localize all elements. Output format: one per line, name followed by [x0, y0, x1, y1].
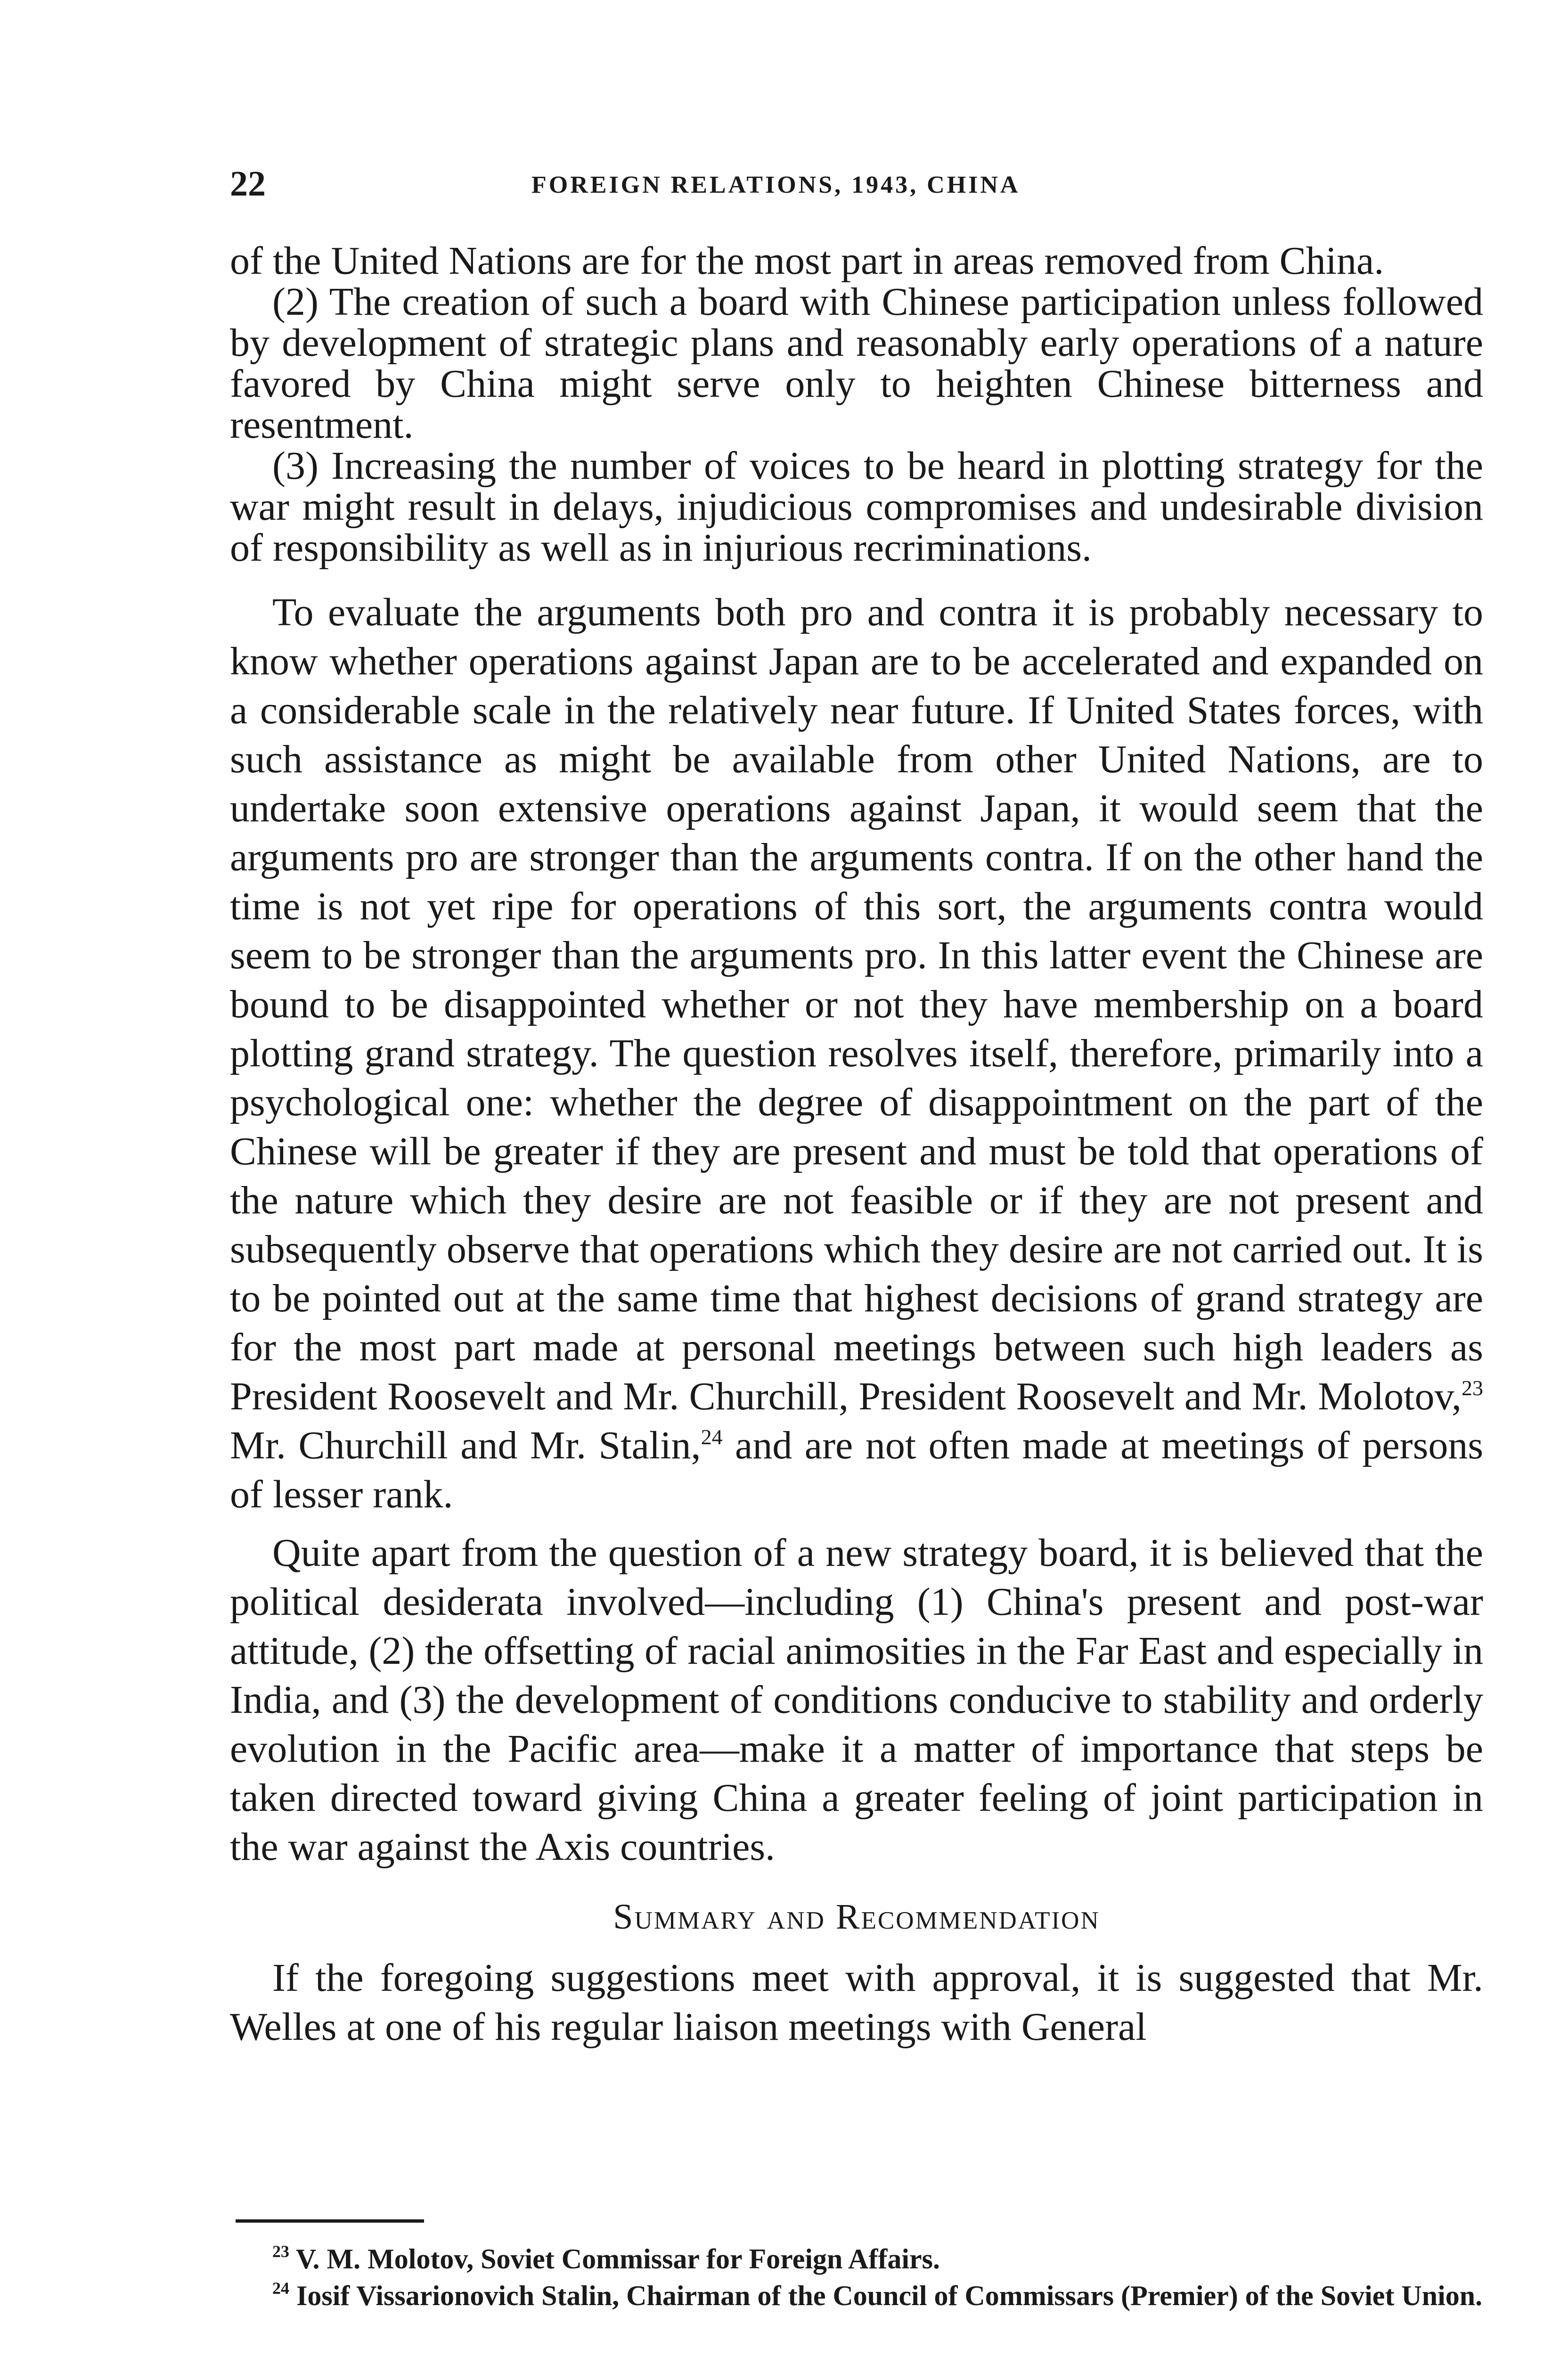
page-number: 22	[230, 164, 266, 204]
paragraph-evaluation-text-1: To evaluate the arguments both pro and contra it is probably necessary to know whether operations against Japan are to be accelerated and expanded on a considerable scale in the relatively near future. If United States forces, with such assistance as might be available from other United Nations, are to undertake soon extensive operations against Japan, it would seem that the arguments pro are stronger than the arguments contra. If on the other hand the time is not yet ripe for operations of this sort, the arguments contra would seem to be stronger than the arguments pro. In this latter event the Chinese are bound to be disappointed whether or not they have membership on a board plotting grand strategy. The question resolves itself, therefore, primarily into a psychological one: whether the degree of disappointment on the part of the Chinese will be greater if they are present and must be told that operations of the nature which they desire are not feasible or if they are not present and subsequently observe that operations which they desire are not carried out. It is to be pointed out at the same time that highest decisions of grand strategy are for the most part made at personal meetings between such high leaders as President Roosevelt and Mr. Churchill, President Roosevelt and Mr. Molotov,	[230, 590, 1483, 1418]
paragraph-point-3: (3) Increasing the number of voices to be heard in plotting strategy for the war might result in delays, injudicious compromises and undesirable division of responsibility as well as in injurious recriminations.	[230, 444, 1483, 570]
paragraph-evaluation	[230, 588, 1483, 1519]
paragraph-recommendation: If the foregoing suggestions meet with approval, it is suggested that Mr. Welles at one of his regular liaison meetings with General	[230, 1956, 1483, 2049]
footnote-text-24: Iosif Vissarionovich Stalin, Chairman of the Council of Commissars (Premier) of the Soviet Union.	[289, 2280, 1483, 2311]
paragraph-point-2: (2) The creation of such a board with Chinese participation unless followed by development of strategic plans and reasonably early operations of a nature favored by China might serve only to heighten Chinese bitterness and resentment.	[230, 280, 1483, 447]
footnote-divider	[236, 2219, 424, 2223]
footnote-marker-24: 24	[272, 2279, 289, 2298]
paragraph-political-desiderata: Quite apart from the question of a new strategy board, it is believed that the political desiderata involved—including (1) China's present and post-war attitude, (2) the offsetting of racial animosities in the Far East and especially in India, and (3) the development of conditions conducive to stability and orderly evolution in the Pacific area—make it a matter of importance that steps be taken directed toward giving China a greater feeling of joint participation in the war against the Axis countries.	[230, 1531, 1483, 1869]
footnote-24	[230, 2277, 1483, 2314]
footnote-ref-24: 24	[701, 1425, 723, 1449]
page-header	[230, 163, 1483, 205]
footnote-text-23: V. M. Molotov, Soviet Commissar for Foreign Affairs.	[289, 2243, 940, 2274]
paragraph-evaluation-text-2: Mr. Churchill and Mr. Stalin,	[230, 1423, 701, 1467]
footnotes	[230, 2241, 1483, 2314]
footnote-ref-23: 23	[1462, 1376, 1483, 1400]
paragraph-evaluation-text-3: and are not often made at meetings of persons of lesser rank.	[230, 1423, 1484, 1516]
running-head: FOREIGN RELATIONS, 1943, CHINA	[531, 172, 1021, 198]
footnote-marker-23: 23	[272, 2242, 289, 2261]
body-text	[230, 240, 1483, 2052]
footnote-23	[230, 2241, 1483, 2277]
paragraph-continuation: of the United Nations are for the most part in areas removed from China.	[230, 239, 1384, 283]
section-heading: Summary and Recommendation	[613, 1897, 1100, 1937]
